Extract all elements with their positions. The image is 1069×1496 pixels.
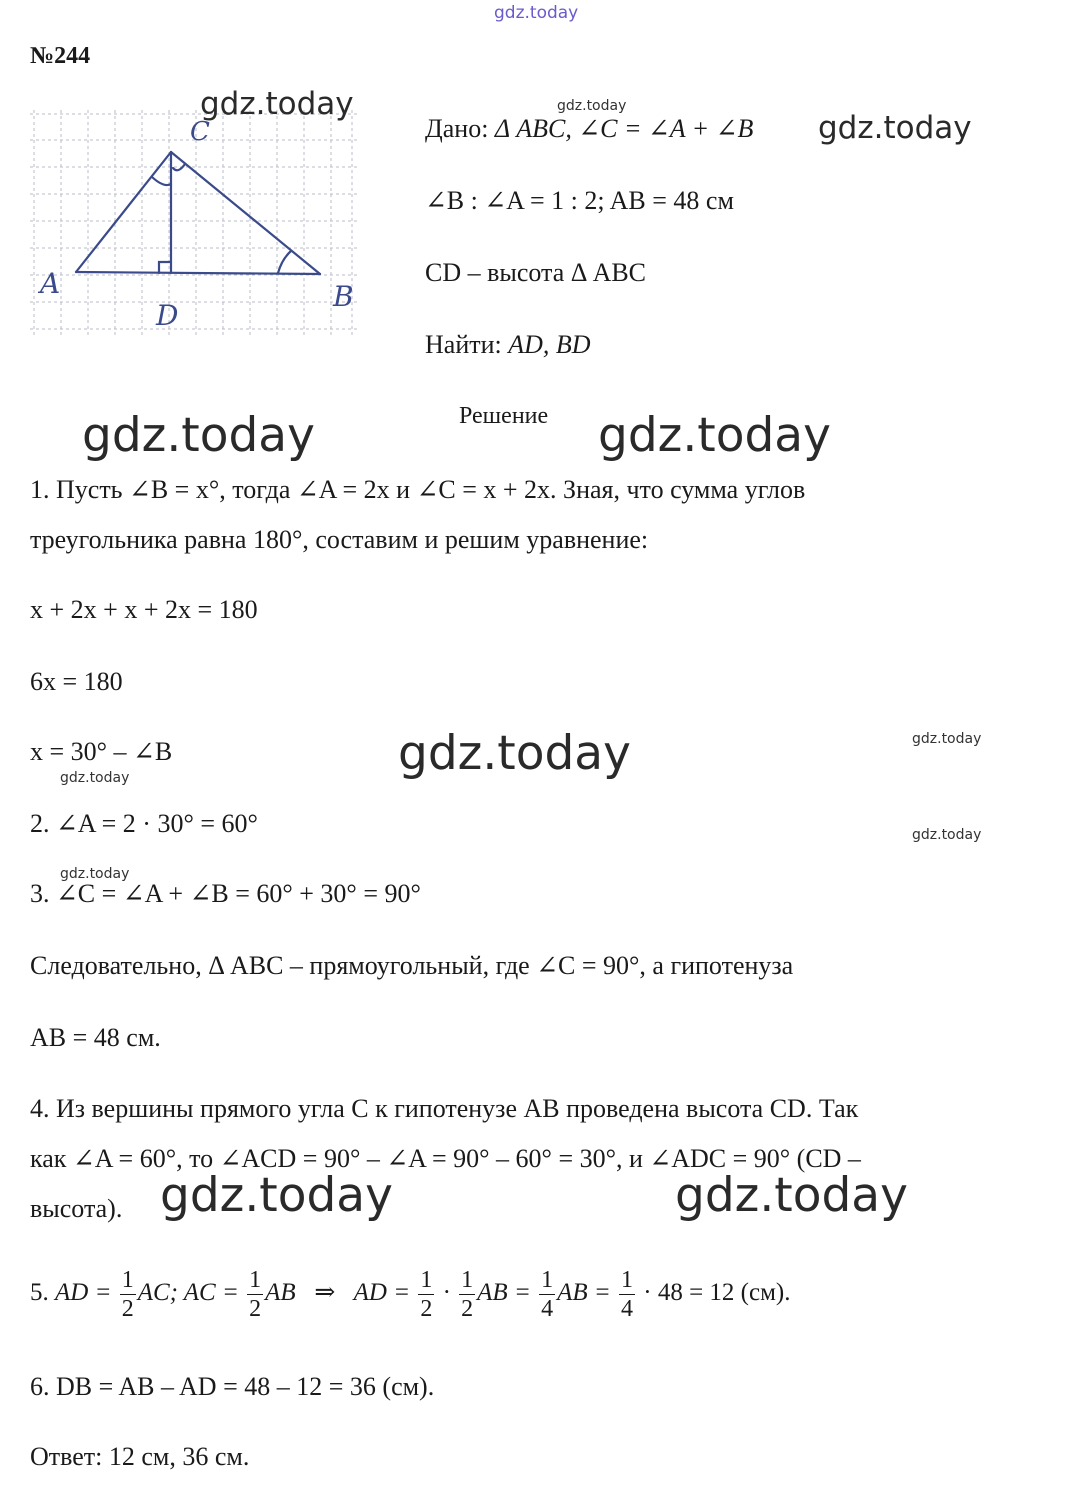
fraction-den: 4 <box>621 1296 633 1322</box>
problem-number: №244 <box>30 43 91 69</box>
fraction-den: 2 <box>249 1296 262 1322</box>
angle-mark-b <box>278 251 291 273</box>
step5-t2: AC; AC = <box>137 1279 246 1307</box>
step5-t3: AB ⇒ AD = <box>265 1279 417 1307</box>
fraction-num: 1 <box>121 1267 134 1293</box>
watermark-center: gdz.today <box>398 726 631 781</box>
fraction-num: 1 <box>420 1267 433 1293</box>
label-c: C <box>190 117 210 147</box>
step5 <box>30 1268 791 1321</box>
conclusion-line2: AB = 48 см. <box>30 1023 161 1052</box>
fraction-num: 1 <box>621 1267 633 1293</box>
step3: 3. ∠C = ∠A + ∠B = 60° + 30° = 90° <box>30 879 421 908</box>
watermark-small-given: gdz.today <box>557 98 627 114</box>
conclusion-line1: Следовательно, Δ ABC – прямоугольный, где ∠C = 90°, а гипотенуза <box>30 951 794 980</box>
watermark-small-left-1: gdz.today <box>60 770 130 786</box>
given-line-1 <box>425 116 753 142</box>
watermark-right-2: gdz.today <box>675 1168 908 1223</box>
watermark-top: gdz.today <box>494 3 579 23</box>
step2: 2. ∠A = 2 · 30° = 60° <box>30 809 258 838</box>
label-d: D <box>156 299 179 332</box>
solution-heading: Решение <box>459 403 549 429</box>
fraction-den: 2 <box>461 1296 474 1322</box>
equation-2: 6x = 180 <box>30 667 123 696</box>
side-bc <box>171 152 320 274</box>
equation-1: x + 2x + x + 2x = 180 <box>30 595 258 624</box>
side-ab <box>76 272 320 274</box>
label-a: A <box>40 267 61 300</box>
step5-t6: AB = <box>557 1279 617 1307</box>
fraction-num: 1 <box>461 1267 474 1293</box>
watermark-small-right-1: gdz.today <box>912 731 982 747</box>
fraction-den: 2 <box>420 1296 433 1322</box>
watermark-small-left-2: gdz.today <box>60 866 130 882</box>
step4-line1: 4. Из вершины прямого угла C к гипотенузе AB проведена высота CD. Так <box>30 1094 859 1123</box>
watermark-figure: gdz.today <box>200 86 354 122</box>
fraction-quarter-1 <box>539 1268 555 1321</box>
find-line <box>425 332 591 358</box>
fraction-den: 4 <box>541 1296 554 1322</box>
watermark-right-1: gdz.today <box>598 408 831 463</box>
step5-prefix: 5. <box>30 1279 55 1307</box>
step5-t7: · 48 = 12 (см). <box>637 1279 791 1307</box>
given-label: Дано: <box>425 114 495 143</box>
step5-t1: AD = <box>55 1279 118 1307</box>
find-label: Найти: <box>425 330 509 359</box>
fraction-half-3 <box>418 1268 434 1321</box>
step1-line1: 1. Пусть ∠B = x°, тогда ∠A = 2x и ∠C = x + 2x. Зная, что сумма углов <box>30 475 806 504</box>
watermark-given: gdz.today <box>818 110 972 146</box>
given-triangle-angles: Δ ABC, ∠C = ∠A + ∠B <box>494 114 754 143</box>
fraction-num: 1 <box>249 1267 262 1293</box>
side-ac <box>76 152 171 272</box>
label-b: B <box>333 280 354 313</box>
given-line-3: CD – высота Δ ABC <box>425 258 647 287</box>
step5-t5: AB = <box>477 1279 538 1307</box>
step1-line2: треугольника равна 180°, составим и решим уравнение: <box>30 525 649 554</box>
watermark-left-2: gdz.today <box>160 1168 393 1223</box>
step4-line3: высота). <box>30 1194 123 1223</box>
watermark-small-right-2: gdz.today <box>912 827 982 843</box>
fraction-den: 2 <box>121 1296 134 1322</box>
angle-mark-acd <box>152 177 171 185</box>
fraction-num: 1 <box>541 1267 554 1293</box>
answer: Ответ: 12 см, 36 см. <box>30 1442 250 1471</box>
step6: 6. DB = AB – AD = 48 – 12 = 36 (см). <box>30 1372 435 1401</box>
fraction-half-1 <box>120 1268 136 1321</box>
given-line-2: ∠B : ∠A = 1 : 2; AB = 48 см <box>425 186 734 215</box>
fraction-half-4 <box>459 1268 475 1321</box>
triangle-figure <box>30 110 370 345</box>
equation-3: x = 30° – ∠B <box>30 737 173 766</box>
step4-line2: как ∠A = 60°, то ∠ACD = 90° – ∠A = 90° – 60° = 30°, и ∠ADC = 90° (CD – <box>30 1144 861 1173</box>
watermark-left-1: gdz.today <box>82 408 315 463</box>
find-values: AD, BD <box>508 330 591 359</box>
fraction-half-2 <box>247 1268 263 1321</box>
fraction-quarter-2 <box>619 1268 635 1321</box>
step5-t4: · <box>436 1279 458 1307</box>
